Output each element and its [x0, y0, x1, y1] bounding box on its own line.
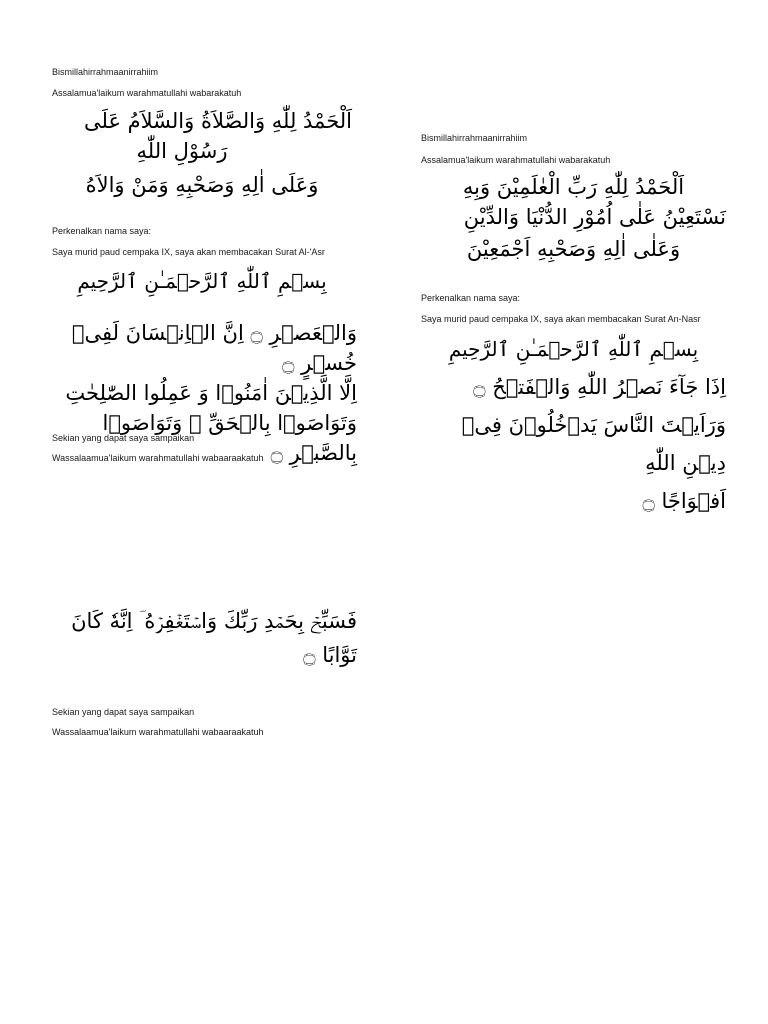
- right-basmala-arabic: بِسۡمِ ٱللّٰهِ ٱلرَّحۡمَـٰنِ ٱلرَّحِيمِ: [448, 337, 699, 361]
- right-surah-line-3: اَفۡوَاجًا ۝: [642, 489, 726, 513]
- left-wassalam: Wassalaamua'laikum warahmatullahi wabaaraakatuh: [52, 453, 264, 463]
- right-surah-line-1: اِذَا جَآءَ نَصۡرُ اللّٰهِ وَالۡفَتۡحُ ۝: [473, 375, 726, 399]
- left-closing: Sekian yang dapat saya sampaikan: [52, 433, 195, 443]
- right-hamd-line-1: اَلْحَمْدُ لِلّٰهِ رَبِّ الْعٰلَمِيْنَ وَبِهِ: [462, 175, 685, 199]
- left-statement: Saya murid paud cempaka IX, saya akan membacakan Surat Al-'Asr: [52, 247, 325, 257]
- left-surah-line-2: اِلَّا الَّذِيۡنَ اٰمَنُوۡا وَ عَمِلُوا الصّٰلِحٰتِ: [65, 381, 357, 405]
- right-salam: Assalamua'laikum warahmatullahi wabarakatuh: [421, 155, 611, 165]
- bottom-surah-line-5: تَوَّابًا ۝: [303, 643, 357, 667]
- left-hamd-block: [52, 106, 352, 200]
- right-basmala-latin: Bismillahirrahmaanirrahiim: [421, 133, 528, 143]
- bottom-surah-block: [52, 604, 357, 672]
- bottom-surah-line-4: فَسَبِّحۡ بِحَمۡدِ رَبِّكَ وَاسۡتَغۡفِرۡهُ ؔ اِنَّهٗ كَانَ: [71, 609, 357, 633]
- bottom-closing: Sekian yang dapat saya sampaikan: [52, 707, 195, 717]
- left-basmala-arabic: بِسۡمِ ٱللّٰهِ ٱلرَّحۡمَـٰنِ ٱلرَّحِيمِ: [77, 269, 327, 293]
- right-statement: Saya murid paud cempaka IX, saya akan membacakan Surat An-Nasr: [421, 314, 701, 324]
- left-basmala-latin: Bismillahirrahmaanirrahiim: [52, 67, 159, 77]
- left-surah-block: [52, 318, 357, 468]
- right-surah-block: [421, 368, 726, 520]
- left-salam: Assalamua'laikum warahmatullahi wabarakatuh: [52, 88, 242, 98]
- left-intro: Perkenalkan nama saya:: [52, 226, 152, 236]
- right-intro: Perkenalkan nama saya:: [421, 293, 521, 303]
- right-hamd-line-3: وَعَلٰى اٰلِهِ وَصَحْبِهِ اَجْمَعِيْنَ: [466, 237, 681, 261]
- left-hamd-line-3: وَعَلَى اٰلِهِ وَصَحْبِهِ وَمَنْ وَالاَهُ: [85, 173, 319, 197]
- right-hamd-line-2: نَسْتَعِيْنُ عَلٰى اُمُوْرِ الدُّنْيَا وَالدِّيْنِ: [463, 205, 726, 229]
- left-surah-line-3: وَتَوَاصَوۡا بِالۡحَقِّ ۙ وَتَوَاصَوۡا بِالصَّبۡرِ ۝: [102, 411, 357, 465]
- right-surah-line-2: وَرَاَيۡتَ النَّاسَ يَدۡخُلُوۡنَ فِىۡ دِيۡنِ اللّٰهِ: [461, 413, 726, 475]
- right-hamd-block: [421, 172, 726, 264]
- left-hamd-line-1: اَلْحَمْدُ لِلّٰهِ وَالصَّلاَةُ وَالسَّلاَمُ عَلَى: [83, 109, 352, 133]
- bottom-wassalam: Wassalaamua'laikum warahmatullahi wabaaraakatuh: [52, 727, 264, 737]
- left-surah-line-1: وَالۡعَصۡرِ ۝ اِنَّ الۡاِنۡسَانَ لَفِىۡ خُسۡرٍ ۝: [71, 321, 357, 375]
- left-hamd-line-2: رَسُوْلِ اللّٰهِ: [136, 139, 228, 163]
